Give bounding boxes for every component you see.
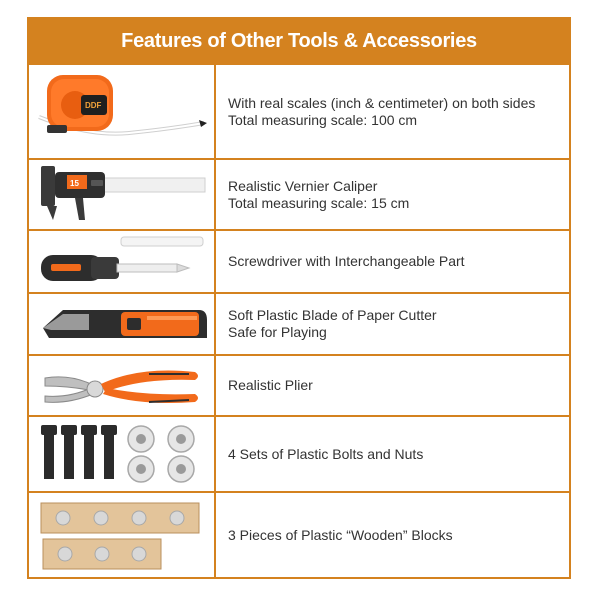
feature-line: Total measuring scale: 15 cm [228, 194, 410, 211]
image-cell [29, 65, 216, 158]
pliers-icon [29, 356, 214, 415]
feature-line: Soft Plastic Blade of Paper Cutter [228, 307, 437, 323]
table-header [29, 19, 569, 63]
utility-knife-icon [29, 294, 214, 354]
image-cell [29, 294, 216, 354]
feature-line: With real scales (inch & centimeter) on both sides [228, 94, 536, 111]
feature-line: 3 Pieces of Plastic “Wooden” Blocks [228, 526, 453, 543]
image-cell [29, 417, 216, 491]
feature-line: 4 Sets of Plastic Bolts and Nuts [228, 445, 424, 462]
image-cell [29, 356, 216, 415]
feature-text [228, 65, 561, 158]
image-cell [29, 231, 216, 292]
bolts-and-nuts-icon [29, 417, 214, 491]
feature-line: Realistic Vernier Caliper [228, 177, 378, 194]
feature-line: Safe for Playing [228, 324, 327, 340]
table-row [29, 292, 569, 354]
table-row [29, 158, 569, 229]
feature-text [228, 356, 561, 415]
image-cell [29, 160, 216, 229]
feature-line: Screwdriver with Interchangeable Part [228, 253, 465, 269]
feature-text [228, 294, 561, 354]
feature-text [228, 231, 561, 292]
svg-text:15: 15 [70, 179, 79, 188]
svg-text:DDF: DDF [85, 101, 102, 110]
feature-text [228, 160, 561, 229]
table-row [29, 354, 569, 415]
table-title: Features of Other Tools & Accessories [121, 29, 477, 52]
feature-line: Total measuring scale: 100 cm [228, 111, 418, 128]
table-row [29, 229, 569, 292]
screwdriver-icon [29, 231, 214, 292]
vernier-caliper-icon [29, 160, 214, 229]
features-table [27, 17, 571, 579]
table-row [29, 415, 569, 491]
feature-text [228, 417, 561, 491]
feature-text [228, 493, 561, 577]
image-cell [29, 493, 216, 577]
wooden-blocks-icon [29, 493, 214, 577]
table-row [29, 491, 569, 577]
feature-line: Realistic Plier [228, 377, 313, 393]
tape-measure-icon [29, 65, 214, 158]
table-row [29, 63, 569, 158]
